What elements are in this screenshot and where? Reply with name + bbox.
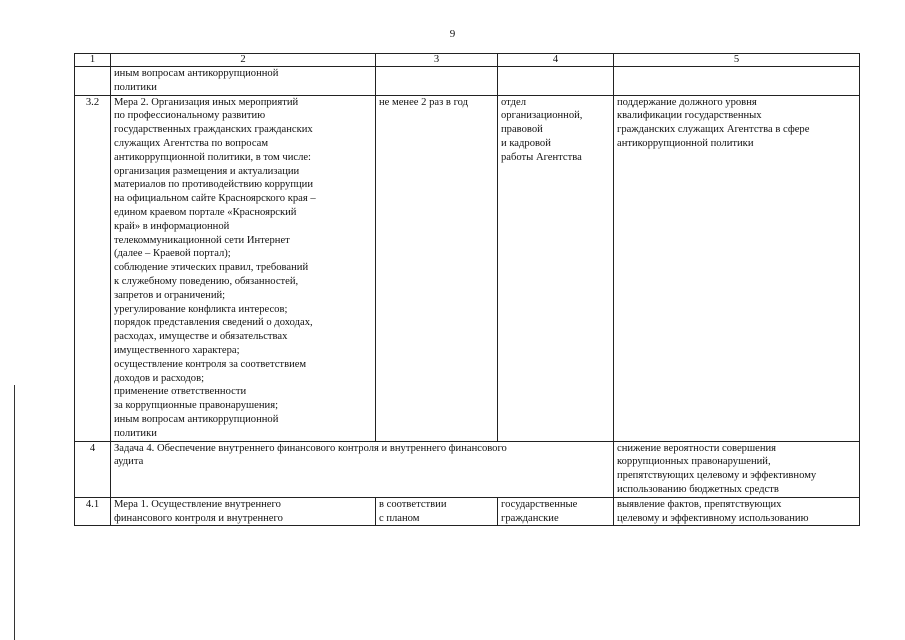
table-row-task-4 <box>75 441 860 497</box>
responsible-cell: государственные гражданские <box>498 497 614 526</box>
measure-cell: иным вопросам антикоррупционной политики <box>111 67 376 96</box>
row-number <box>75 67 111 96</box>
header-cell-3: 3 <box>376 54 498 67</box>
row-number: 3.2 <box>75 95 111 441</box>
table-row-3-2 <box>75 95 860 441</box>
task-cell: Задача 4. Обеспечение внутреннего финансового контроля и внутреннего финансового аудита <box>111 441 614 497</box>
table-row-4-1 <box>75 497 860 526</box>
responsible-cell <box>498 67 614 96</box>
result-cell: снижение вероятности совершения коррупционных правонарушений, препятствующих целевому и эффективному использованию бюджетных средств <box>614 441 860 497</box>
result-cell: выявление фактов, препятствующих целевому и эффективному использованию <box>614 497 860 526</box>
table-row-continuation <box>75 67 860 96</box>
scan-edge-line <box>14 385 15 640</box>
measure-cell: Мера 1. Осуществление внутреннего финансового контроля и внутреннего <box>111 497 376 526</box>
page-number: 9 <box>449 28 456 40</box>
responsible-cell: отдел организационной, правовой и кадровой работы Агентства <box>498 95 614 441</box>
header-cell-2: 2 <box>111 54 376 67</box>
deadline-cell: в соответствии с планом <box>376 497 498 526</box>
header-cell-5: 5 <box>614 54 860 67</box>
row-number: 4.1 <box>75 497 111 526</box>
measure-cell: Мера 2. Организация иных мероприятий по профессиональному развитию государственных гражданских гражданских служащих Агентства по вопросам антикоррупционной политики, в том числе: организация размещения и актуализации материалов по противодействию коррупции на официальном сайте Красноярского края – едином краевом портале «Красноярский край» в информационной телекоммуникационной сети Интернет (далее – Краевой портал); соблюдение этических правил, требований к служебному поведению, обязанностей, запретов и ограничений; урегулирование конфликта интересов; порядок представления сведений о доходах, расходах, имуществе и обязательствах имущественного характера; осуществление контроля за соответствием доходов и расходов; применение ответственности за коррупционные правонарушения; иным вопросам антикоррупционной политики <box>111 95 376 441</box>
header-cell-4: 4 <box>498 54 614 67</box>
deadline-cell <box>376 67 498 96</box>
result-cell <box>614 67 860 96</box>
result-cell: поддержание должного уровня квалификации государственных гражданских служащих Агентства в сфере антикоррупционной политики <box>614 95 860 441</box>
deadline-cell: не менее 2 раз в год <box>376 95 498 441</box>
row-number: 4 <box>75 441 111 497</box>
table-header-row <box>75 54 860 67</box>
anticorruption-plan-table <box>74 53 860 526</box>
header-cell-1: 1 <box>75 54 111 67</box>
